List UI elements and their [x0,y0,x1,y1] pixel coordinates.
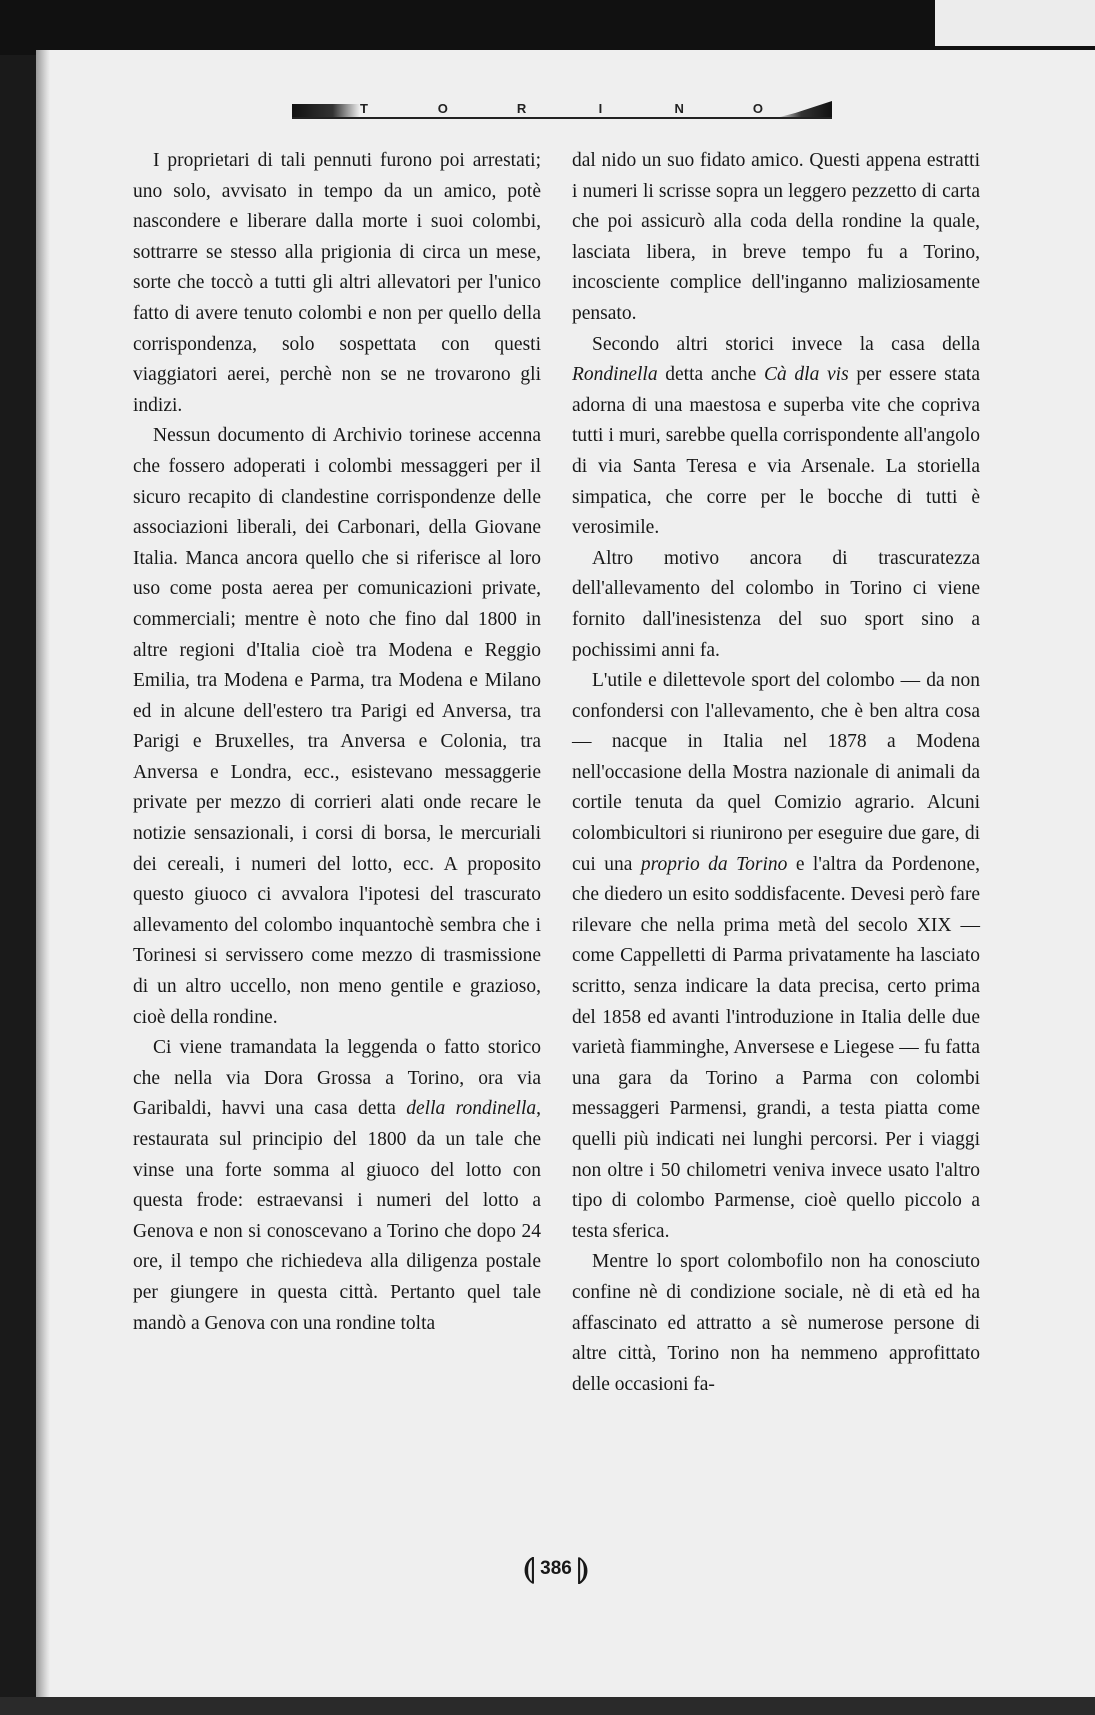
page-number-value: 386 [540,1558,572,1579]
paragraph-text: , restaurata sul principio del 1800 da un tale che vinse una forte somma al giuoco del lotto con questa frode: estraevansi i numeri del lotto a Genova e non si conoscevano a Torino che dopo 24 ore, il tempo che richiedeva alla diligenza postale per giungere in questa città. Pertanto quel tale mandò a Genova con una rondine tolta [133,1098,541,1334]
paragraph-text: per essere stata adorna di una maestosa e superba vite che copriva tutti i muri, sarebbe quella corrispondente all'angolo di via Santa Teresa e via Arsenale. La storiella simpatica, che corre per le bocche di tutti è verosimile. [572,364,980,539]
paragraph: Altro motivo ancora di trascuratezza dell'allevamento del colombo in Torino ci viene fornito dall'inesistenza del suo sport sino a pochissimi anni fa. [572,547,980,661]
italic-text: Cà dla vis [763,364,849,386]
paragraph: I proprietari di tali pennuti furono poi arrestati; uno solo, avvisato in tempo da un amico, potè nascondere e liberare dalla morte i suoi colombi, sottrarre se stesso alla prigionia di circa un mese, sorte che toccò a tutti gli altri allevatori per l'unico fatto di avere tenuto colombi e non per quello della corrispondenza, solo sospettata con questi viaggiatori aerei, perchè non se ne trovarono gli indizi. [133,150,541,416]
italic-text: proprio da Torino [640,853,788,875]
right-column [572,146,980,1400]
header-letter: N [674,101,684,116]
italic-text: Rondinella [572,364,658,386]
paragraph [572,666,980,1247]
header-ornament-right [776,101,832,118]
paragraph-text: L'utile e dilettevole sport del colombo — da non confondersi con l'allevamento, che è ben altra cosa — nacque in Italia nel 1878 a Modena nell'occasione della Mostra nazionale di animali da cortile tenuta da quel Comizio agrario. Alcuni colombicultori si riunirono per eseguire due gare, di cui una [572,670,980,875]
paragraph-text: Ci viene tramandata la leggenda o fatto storico che nella via Dora Grossa a Torino, ora via Garibaldi, havvi una casa detta [133,1037,541,1120]
paragraph-continuation: dal nido un suo fidato amico. Questi appena estratti i numeri li scrisse sopra un leggero pezzetto di carta che poi assicurò alla coda della rondine la quale, lasciata libera, in breve tempo fu a Torino, incosciente complice dell'inganno maliziosamente pensato. [572,150,980,324]
header-letter: O [437,101,448,116]
header-letter: R [516,101,527,116]
paragraph-text: e l'altra da Pordenone, che diedero un esito soddisfacente. Devesi però fare rilevare che nella prima metà del secolo XIX — come Cappelletti di Parma privatamente ha lasciato scritto, senza indicare la data precisa, certo prima del 1858 ed avanti l'introduzione in Italia delle due varietà fiamminghe, Anversese e Liegese — fu fatta una gara da Torino a Parma con colombi messaggeri Parmensi, grandi, a testa piatta come quelli più indicati nei lunghi percorsi. Per i viaggi non oltre i 50 chilometri veniva invece usato l'altro tipo di colombo Parmense, cioè quello piccolo a testa sferica. [572,853,981,1242]
paragraph-text: Secondo altri storici invece la casa della [592,333,980,355]
header-rule [292,117,832,119]
scan-corner-light [935,0,1095,46]
left-column [133,146,541,1339]
header-letter: I [598,101,603,116]
header-letter: T [360,101,368,116]
scan-border-bottom [0,1697,1095,1715]
italic-text: della rondinella [406,1098,537,1120]
scan-border-top [0,0,1095,55]
running-header-title [350,102,772,116]
paragraph [572,330,980,544]
running-header [292,100,832,118]
header-letter: O [752,101,764,116]
paragraph: Mentre lo sport colombofilo non ha conosciuto confine nè di condizione sociale, nè di età ed ha affascinato ed attratto a sè numerose persone di altre città, Torino non ha nemmeno approfittato delle occasioni fa- [572,1251,980,1395]
paragraph: Nessun documento di Archivio torinese accenna che fossero adoperati i colombi messaggeri per il sicuro recapito di clandestine corrispondenze delle associazioni liberali, dei Carbonari, della Giovane Italia. Manca ancora quello che si riferisce al loro uso come posta aerea per comunicazioni private, commerciali; mentre è noto che fino dal 1800 in altre regioni d'Italia cioè tra Modena e Reggio Emilia, tra Modena e Parma, tra Modena e Milano ed in alcune dell'estero tra Parigi ed Anversa, tra Parigi e Bruxelles, tra Anversa e Colonia, tra Anversa e Londra, ecc., esistevano messaggerie private per mezzo di corrieri alati onde recare le notizie sensazionali, i corsi di borsa, le mercuriali dei cereali, i numeri del lotto, ecc. A proposito questo giuoco ci avvalora l'ipotesi del trascurato allevamento del colombo inquantochè sembra che i Torinesi si servissero come mezzo di trasmissione di un altro uccello, non meno gentile e grazioso, cioè della rondine. [133,425,541,1028]
page-gutter-shadow [36,50,50,1700]
page-number [496,1552,616,1586]
paragraph [133,1033,541,1339]
page-number-ornament-right: ⦈ [577,1552,589,1585]
paragraph-text: detta anche [657,364,764,386]
page-number-ornament-left: ⦇ [523,1552,535,1585]
